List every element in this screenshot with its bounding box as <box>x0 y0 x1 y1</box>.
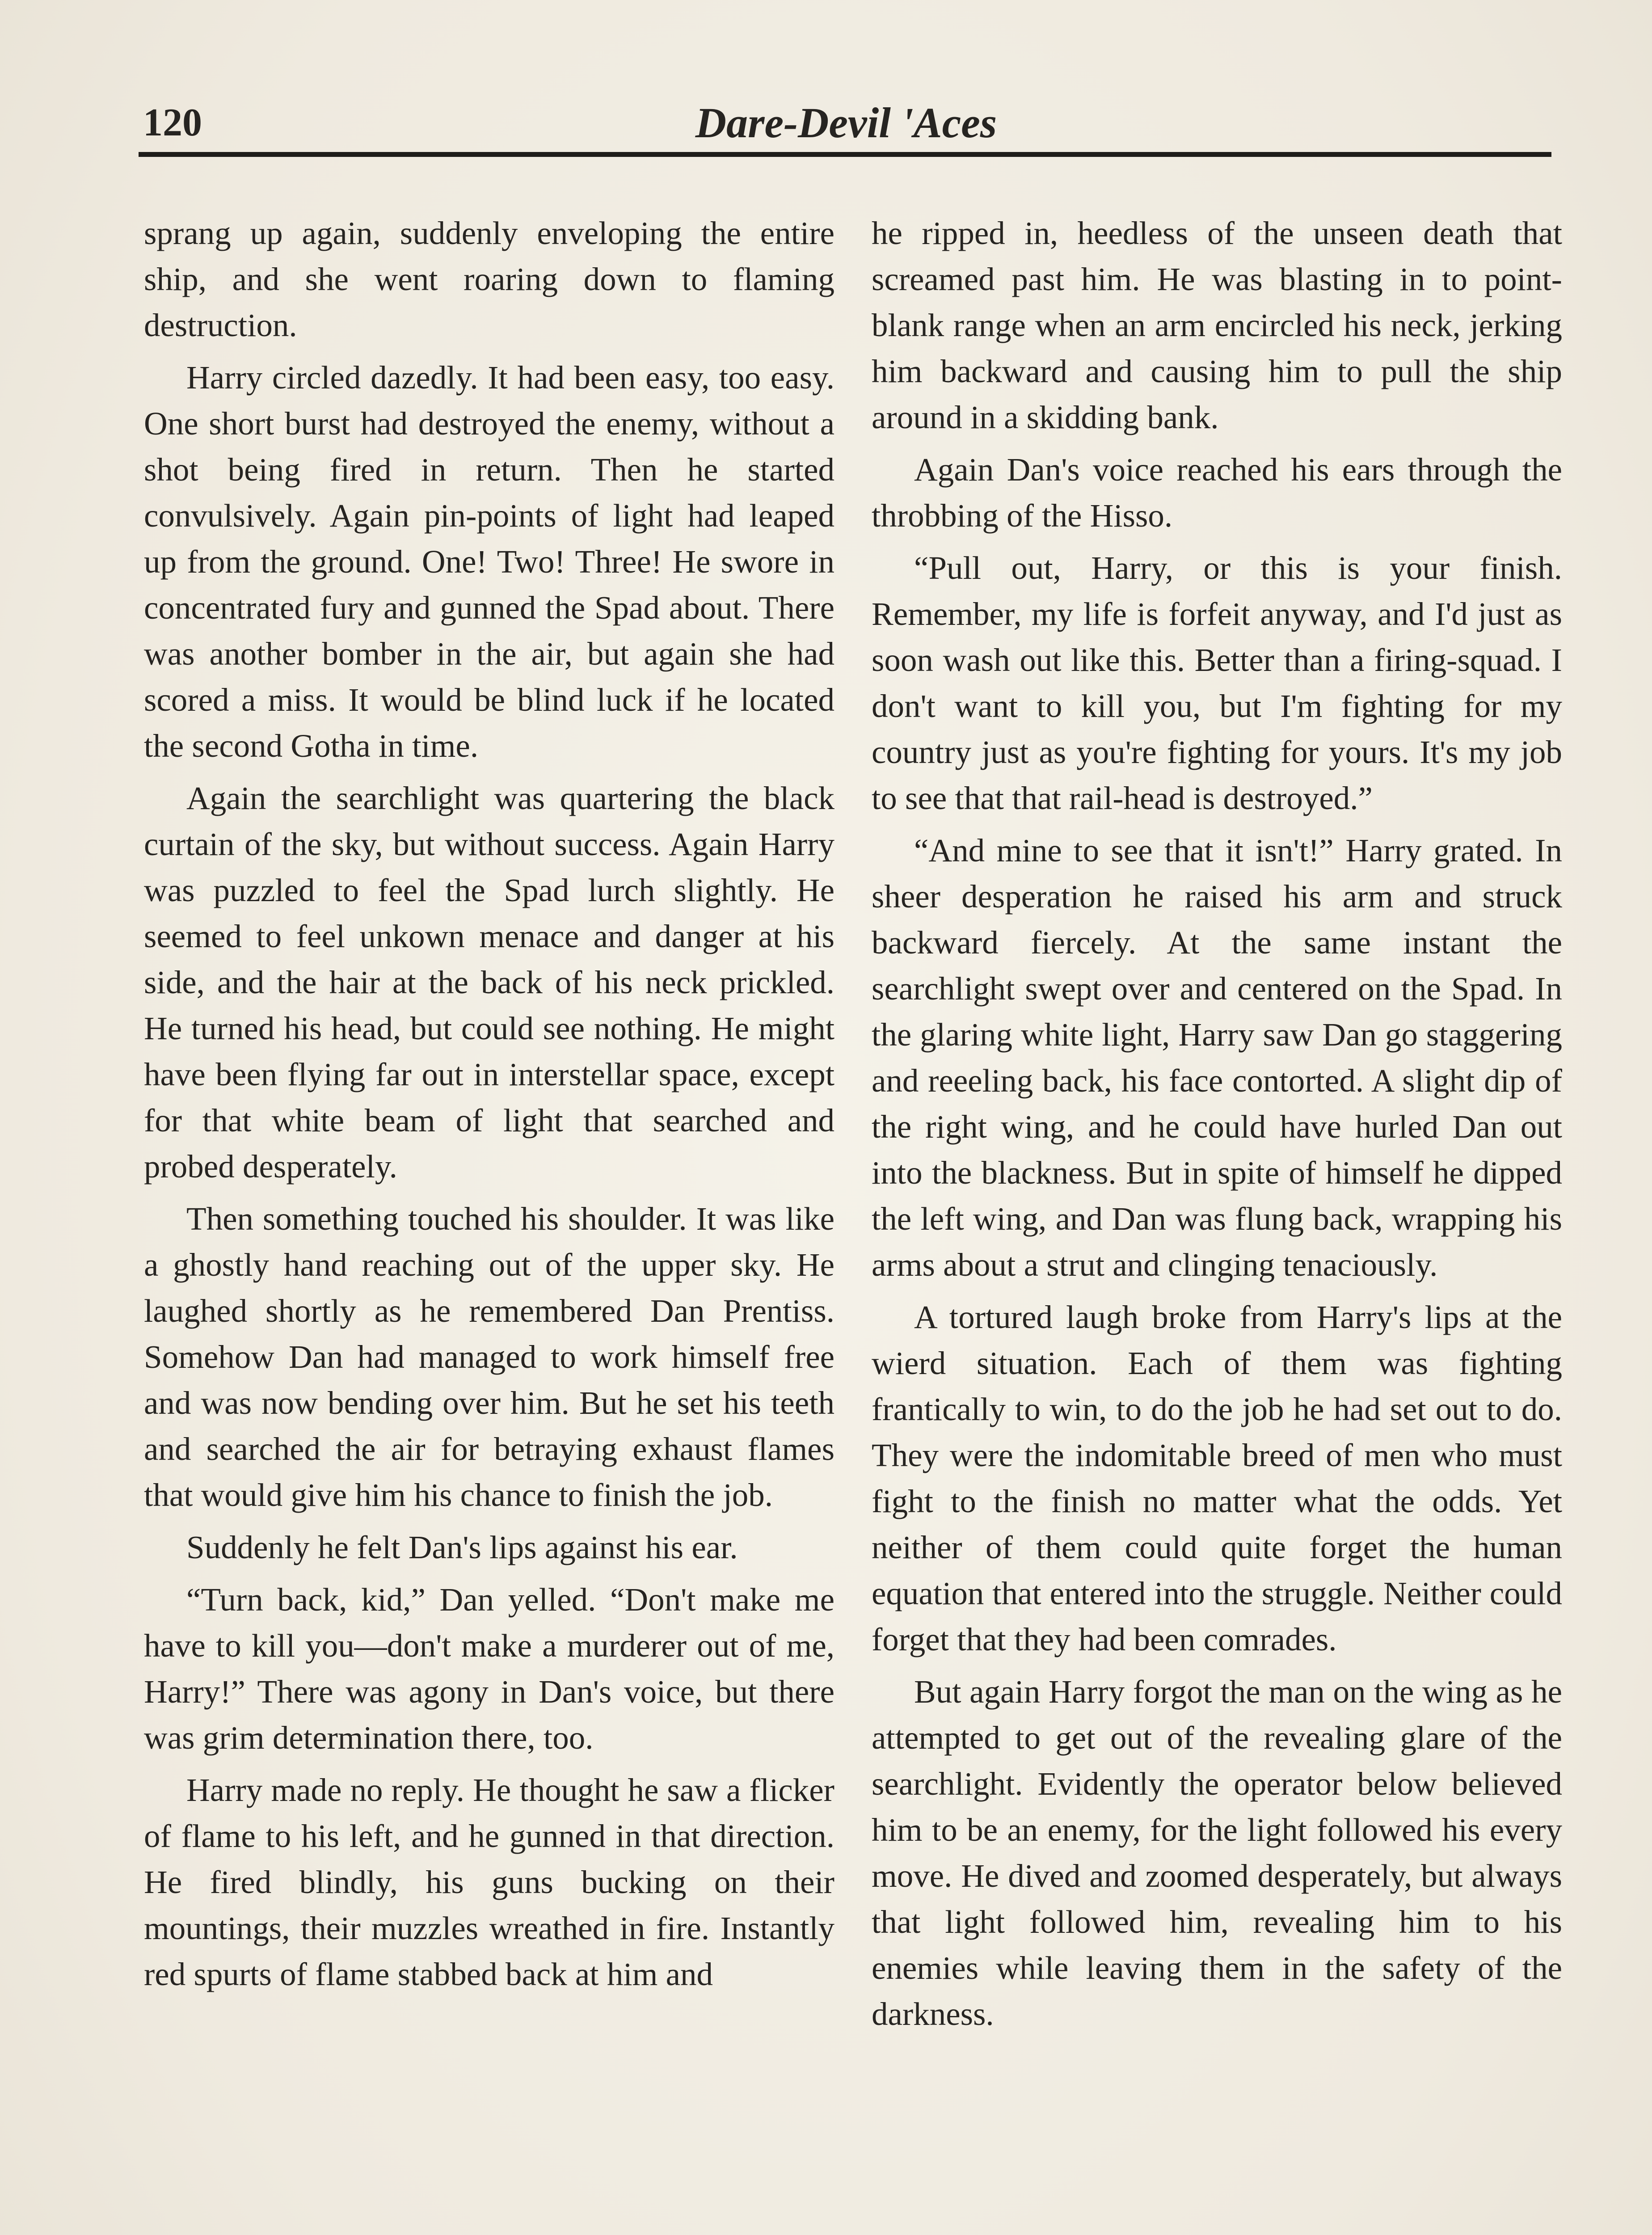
page-number: 120 <box>143 101 202 144</box>
running-title: Dare-Devil 'Aces <box>695 99 997 147</box>
paragraph: “And mine to see that it isn't!” Harry grated. In sheer desperation he raised his arm and struck backward fiercely. At the same instant the searchlight swept over and centered on the Spad. In the glaring white light, Harry saw Dan go staggering and reeeling back, his face contorted. A slight dip of the right wing, and he could have hurled Dan out into the blackness. But in spite of himself he dipped the left wing, and Dan was flung back, wrapping his arms about a strut and clinging tenaciously. <box>872 832 1562 1283</box>
paragraph: Again the searchlight was quartering the black curtain of the sky, but without success. Again Harry was puzzled to feel the Spad lurch slightly. He seemed to feel unkown menace and danger at his side, and the hair at the back of his neck prickled. He turned his head, but could see nothing. He might have been flying far out in interstellar space, except for that white beam of light that searched and probed desperately. <box>144 780 834 1185</box>
page-header <box>143 96 1549 150</box>
paragraph: sprang up again, suddenly enveloping the entire ship, and she went roaring down to flaming destruction. <box>144 215 834 343</box>
left-text-column <box>144 210 834 2003</box>
paragraph: “Turn back, kid,” Dan yelled. “Don't make me have to kill you—don't make a murderer out of me, Harry!” There was agony in Dan's voice, but there was grim determination there, too. <box>144 1581 834 1756</box>
paragraph: Harry circled dazedly. It had been easy, too easy. One short burst had destroyed the enemy, without a shot being fired in return. Then he started convulsively. Again pin-points of light had leaped up from the ground. One! Two! Three! He swore in concentrated fury and gunned the Spad about. There was another bomber in the air, but again she had scored a miss. It would be blind luck if he located the second Gotha in time. <box>144 359 834 764</box>
paragraph: Again Dan's voice reached his ears through the throbbing of the Hisso. <box>872 451 1562 534</box>
paragraph: “Pull out, Harry, or this is your finish. Remember, my life is forfeit anyway, and I'd just as soon wash out like this. Better than a firing-squad. I don't want to kill you, but I'm fighting for my country just as you're fighting for yours. It's my job to see that that rail-head is destroyed.” <box>872 550 1562 816</box>
paragraph: Harry made no reply. He thought he saw a flicker of flame to his left, and he gunned in that direction. He fired blindly, his guns bucking on their mountings, their muzzles wreathed in fire. Instantly red spurts of flame stabbed back at him and <box>144 1772 834 1992</box>
paragraph: Then something touched his shoulder. It was like a ghostly hand reaching out of the upper sky. He laughed shortly as he remembered Dan Prentiss. Somehow Dan had managed to work himself free and was now bending over him. But he set his teeth and searched the air for betraying exhaust flames that would give him his chance to finish the job. <box>144 1201 834 1513</box>
paragraph: A tortured laugh broke from Harry's lips at the wierd situation. Each of them was fighting frantically to win, to do the job he had set out to do. They were the indomitable breed of men who must fight to the finish no matter what the odds. Yet neither of them could quite forget the human equation that entered into the struggle. Neither could forget that they had been comrades. <box>872 1299 1562 1657</box>
right-text-column <box>872 210 1562 2043</box>
header-rule <box>139 152 1551 157</box>
paragraph: Suddenly he felt Dan's lips against his ear. <box>186 1529 738 1565</box>
paragraph: But again Harry forgot the man on the wing as he attempted to get out of the revealing glare of the searchlight. Evidently the operator below believed him to be an enemy, for the light followed his every move. He dived and zoomed desperately, but always that light followed him, revealing him to his enemies while leaving them in the safety of the darkness. <box>872 1674 1562 2032</box>
paragraph: he ripped in, heedless of the unseen death that screamed past him. He was blasting in to point-blank range when an arm encircled his neck, jerking him backward and causing him to pull the ship around in a skidding bank. <box>872 215 1562 435</box>
